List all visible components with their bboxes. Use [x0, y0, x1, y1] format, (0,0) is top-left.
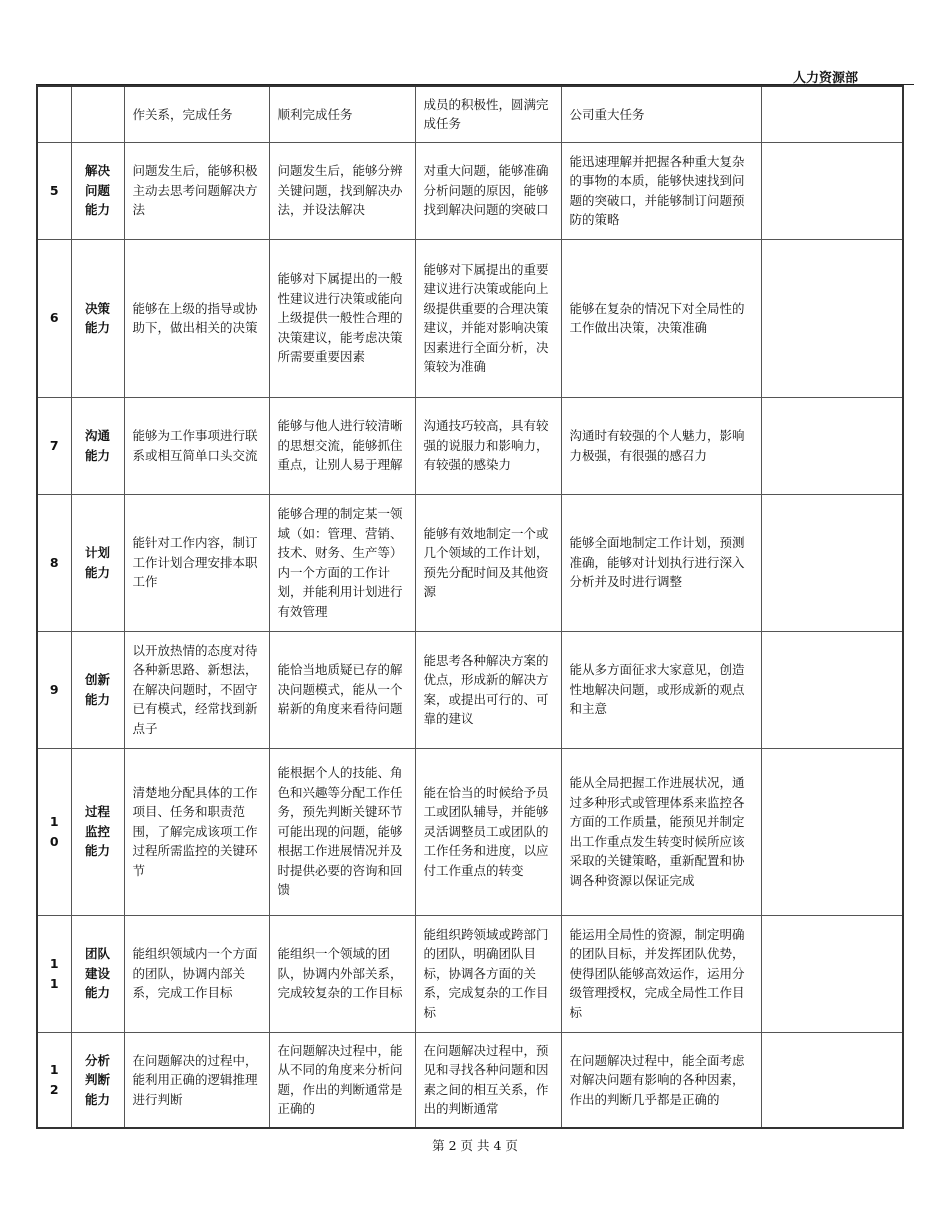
table-row: [37, 915, 903, 1032]
level-1-cell: 能针对工作内容，制订工作计划合理安排本职工作: [124, 494, 269, 631]
competency-name: 沟通能力: [71, 397, 124, 494]
level-3-cell: 能在恰当的时候给予员工或团队辅导，并能够灵活调整员工或团队的工作任务和进度，以应付工作重点的转变: [415, 748, 561, 915]
level-2-cell: 能根据个人的技能、角色和兴趣等分配工作任务，预先判断关键环节可能出现的问题，能够根据工作进展情况并及时提供必要的咨询和回馈: [269, 748, 415, 915]
level-2-cell: 能够合理的制定某一领域（如：管理、营销、技术、财务、生产等）内一个方面的工作计划，并能利用计划进行有效管理: [269, 494, 415, 631]
level-1-cell: 问题发生后，能够积极主动去思考问题解决方法: [124, 142, 269, 239]
table-row: [37, 748, 903, 915]
row-number: 9: [37, 631, 71, 748]
table-row: [37, 631, 903, 748]
competency-name: [71, 86, 124, 142]
competency-table: [36, 85, 904, 1129]
level-1-cell: 在问题解决的过程中，能利用正确的逻辑推理进行判断: [124, 1032, 269, 1128]
level-4-cell: 能迅速理解并把握各种重大复杂的事物的本质，能够快速找到问题的突破口，并能够制订问题预防的策略: [561, 142, 761, 239]
level-3-cell: 能够有效地制定一个或几个领域的工作计划，预先分配时间及其他资源: [415, 494, 561, 631]
row-number: 8: [37, 494, 71, 631]
table-row: [37, 86, 903, 142]
level-5-cell: [761, 239, 903, 397]
level-1-cell: 能够在上级的指导或协助下，做出相关的决策: [124, 239, 269, 397]
competency-name: 过程监控能力: [71, 748, 124, 915]
row-number: 6: [37, 239, 71, 397]
level-5-cell: [761, 494, 903, 631]
level-4-cell: 在问题解决过程中，能全面考虑对解决问题有影响的各种因素，作出的判断几乎都是正确的: [561, 1032, 761, 1128]
competency-name: 团队建设能力: [71, 915, 124, 1032]
level-2-cell: 问题发生后，能够分辨关键问题，找到解决办法，并设法解决: [269, 142, 415, 239]
competency-name: 决策能力: [71, 239, 124, 397]
competency-name: 分析判断能力: [71, 1032, 124, 1128]
table-row: [37, 1032, 903, 1128]
level-2-cell: 顺利完成任务: [269, 86, 415, 142]
level-2-cell: 能组织一个领域的团队，协调内外部关系，完成较复杂的工作目标: [269, 915, 415, 1032]
level-5-cell: [761, 631, 903, 748]
level-5-cell: [761, 86, 903, 142]
row-number: 7: [37, 397, 71, 494]
level-3-cell: 对重大问题，能够准确分析问题的原因，能够找到解决问题的突破口: [415, 142, 561, 239]
level-4-cell: 能够全面地制定工作计划，预测准确，能够对计划执行进行深入分析并及时进行调整: [561, 494, 761, 631]
competency-name: 解决问题能力: [71, 142, 124, 239]
level-4-cell: 能运用全局性的资源，制定明确的团队目标，并发挥团队优势，使得团队能够高效运作，运用分级管理授权，完成全局性工作目标: [561, 915, 761, 1032]
level-1-cell: 能够为工作事项进行联系或相互简单口头交流: [124, 397, 269, 494]
level-3-cell: 能够对下属提出的重要建议进行决策或能向上级提供重要的合理决策建议，并能对影响决策因素进行全面分析，决策较为准确: [415, 239, 561, 397]
competency-name: 创新能力: [71, 631, 124, 748]
level-3-cell: 能组织跨领域或跨部门的团队，明确团队目标，协调各方面的关系，完成复杂的工作目标: [415, 915, 561, 1032]
row-number: [37, 86, 71, 142]
level-2-cell: 能够与他人进行较清晰的思想交流，能够抓住重点，让别人易于理解: [269, 397, 415, 494]
level-4-cell: 能从多方面征求大家意见，创造性地解决问题，或形成新的观点和主意: [561, 631, 761, 748]
level-5-cell: [761, 1032, 903, 1128]
table-row: [37, 494, 903, 631]
level-3-cell: 在问题解决过程中，预见和寻找各种问题和因素之间的相互关系，作出的判断通常: [415, 1032, 561, 1128]
level-3-cell: 能思考各种解决方案的优点，形成新的解决方案，或提出可行的、可靠的建议: [415, 631, 561, 748]
department-label: 人力资源部: [792, 71, 858, 86]
level-5-cell: [761, 748, 903, 915]
level-4-cell: 沟通时有较强的个人魅力，影响力极强，有很强的感召力: [561, 397, 761, 494]
level-4-cell: 能够在复杂的情况下对全局性的工作做出决策，决策准确: [561, 239, 761, 397]
table-row: [37, 397, 903, 494]
level-1-cell: 清楚地分配具体的工作项目、任务和职责范围，了解完成该项工作过程所需监控的关键环节: [124, 748, 269, 915]
level-5-cell: [761, 915, 903, 1032]
level-3-cell: 沟通技巧较高，具有较强的说服力和影响力，有较强的感染力: [415, 397, 561, 494]
row-number: 10: [37, 748, 71, 915]
row-number: 11: [37, 915, 71, 1032]
level-5-cell: [761, 142, 903, 239]
row-number: 12: [37, 1032, 71, 1128]
row-number: 5: [37, 142, 71, 239]
level-5-cell: [761, 397, 903, 494]
table-row: [37, 142, 903, 239]
level-4-cell: 能从全局把握工作进展状况，通过多种形式或管理体系来监控各方面的工作质量，能预见并制定出工作重点发生转变时候所应该采取的关键策略，重新配置和协调各种资源以保证完成: [561, 748, 761, 915]
level-2-cell: 在问题解决过程中，能从不同的角度来分析问题，作出的判断通常是正确的: [269, 1032, 415, 1128]
level-3-cell: 成员的积极性，圆满完成任务: [415, 86, 561, 142]
level-1-cell: 以开放热情的态度对待各种新思路、新想法，在解决问题时，不固守已有模式，经常找到新点子: [124, 631, 269, 748]
page-number: 第 2 页 共 4 页: [432, 1138, 518, 1153]
level-1-cell: 作关系，完成任务: [124, 86, 269, 142]
level-2-cell: 能恰当地质疑已存的解决问题模式，能从一个崭新的角度来看待问题: [269, 631, 415, 748]
competency-name: 计划能力: [71, 494, 124, 631]
table-row: [37, 239, 903, 397]
level-1-cell: 能组织领域内一个方面的团队，协调内部关系，完成工作目标: [124, 915, 269, 1032]
page-header: [0, 0, 950, 86]
level-2-cell: 能够对下属提出的一般性建议进行决策或能向上级提供一般性合理的决策建议，能考虑决策所需要重要因素: [269, 239, 415, 397]
level-4-cell: 公司重大任务: [561, 86, 761, 142]
